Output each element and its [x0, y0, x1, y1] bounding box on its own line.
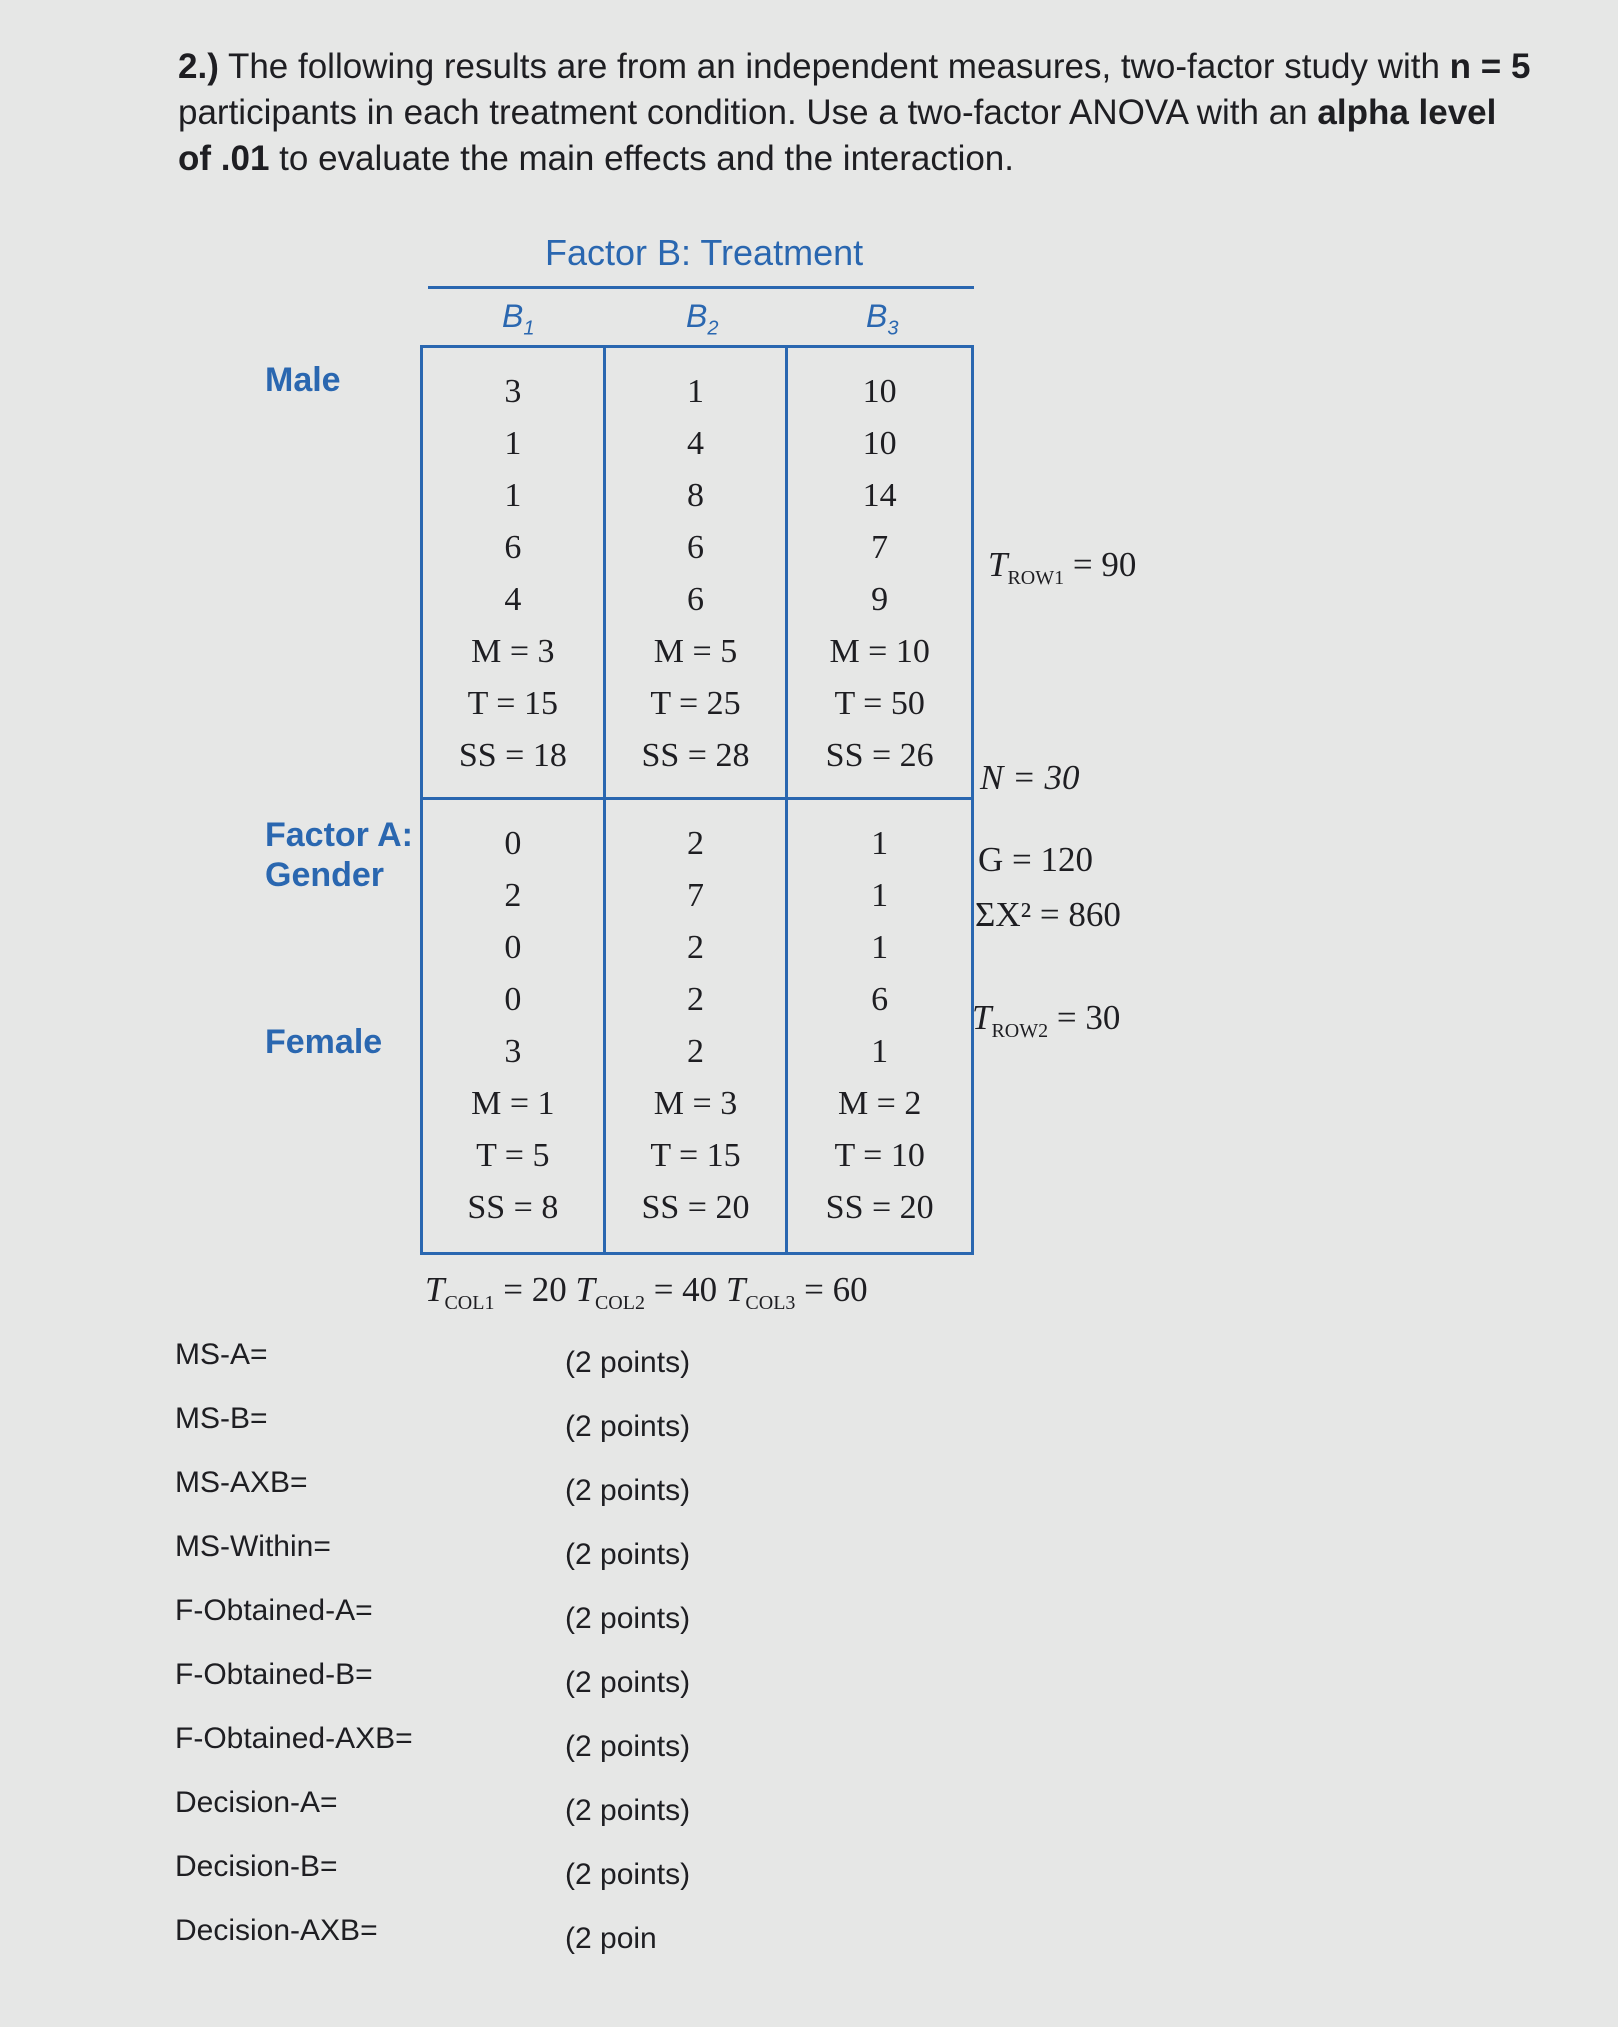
score-value: 1 — [871, 825, 889, 862]
score-value: 3 — [504, 1033, 522, 1070]
answer-points: (2 points) — [565, 1794, 691, 1827]
answer-row — [175, 1658, 775, 1698]
answer-points: (2 points) — [565, 1666, 691, 1699]
factor-b-title: Factor B: Treatment — [545, 232, 864, 273]
cell-stat-m: M = 5 — [653, 633, 738, 670]
table-cell — [788, 348, 971, 800]
cell-stat-m: M = 3 — [471, 633, 555, 670]
answer-row — [175, 1530, 775, 1570]
score-value: 7 — [686, 877, 704, 914]
answer-label: MS-Within= — [175, 1530, 331, 1563]
answer-row — [175, 1850, 775, 1890]
score-value: 1 — [504, 477, 522, 514]
answer-row — [175, 1914, 775, 1954]
cell-stat-t: T = 5 — [476, 1137, 550, 1174]
col2-total: $T_{COL2} = 40$ — [575, 1270, 718, 1314]
n-value: n = 5 — [1449, 47, 1531, 86]
cell-stat-t: T = 15 — [650, 1137, 741, 1174]
question-part2: participants in each treatment condition. Use a two-factor ANOVA with an — [178, 93, 1308, 132]
grand-total: G = 120 — [978, 840, 1094, 879]
score-value: 4 — [504, 581, 522, 618]
answer-label: MS-B= — [175, 1402, 268, 1435]
column-totals — [425, 1270, 868, 1315]
sum-x-squared: ΣX² = 860 — [975, 895, 1121, 934]
alpha-label: alpha level of — [178, 93, 1497, 178]
col-head-b1: $B_1$ — [502, 298, 535, 340]
answer-points: (2 poin — [565, 1922, 657, 1955]
answer-points: (2 points) — [565, 1858, 691, 1891]
table-cell — [423, 800, 606, 1252]
score-value: 1 — [871, 877, 889, 914]
score-value: 6 — [686, 529, 704, 566]
col-head-b3: $B_3$ — [866, 298, 899, 340]
answer-points: (2 points) — [565, 1602, 691, 1635]
answer-label: F-Obtained-A= — [175, 1594, 373, 1627]
alpha-value: .01 — [220, 139, 270, 178]
answer-label: Decision-B= — [175, 1850, 338, 1883]
score-value: 8 — [686, 477, 704, 514]
answer-row — [175, 1338, 775, 1378]
score-value: 2 — [504, 877, 522, 914]
score-value: 0 — [504, 981, 522, 1018]
score-value: 1 — [504, 425, 522, 462]
score-value: 4 — [686, 425, 704, 462]
question-part1: The following results are from an independent measures, two-factor study with — [227, 47, 1440, 86]
table-cell — [606, 348, 789, 800]
answer-points: (2 points) — [565, 1538, 691, 1571]
answer-points: (2 points) — [565, 1410, 691, 1443]
row2-total: $T_{ROW2} = 30$ — [972, 998, 1121, 1042]
col-head-b2: $B_2$ — [686, 298, 719, 340]
score-value: 2 — [686, 825, 704, 862]
answer-points: (2 points) — [565, 1730, 691, 1763]
score-value: 2 — [686, 929, 704, 966]
table-cell — [606, 800, 789, 1252]
data-table — [420, 345, 974, 1255]
answer-points: (2 points) — [565, 1346, 691, 1379]
answer-label: F-Obtained-AXB= — [175, 1722, 413, 1755]
cell-stat-t: T = 15 — [467, 685, 558, 722]
col1-total: $T_{COL1} = 20$ — [425, 1270, 567, 1314]
answer-row — [175, 1594, 775, 1634]
table-cell — [423, 348, 606, 800]
score-value: 6 — [871, 981, 889, 1018]
score-value: 7 — [871, 529, 889, 566]
factor-b-underline — [428, 286, 974, 289]
score-value: 2 — [686, 1033, 704, 1070]
answer-row — [175, 1466, 775, 1506]
cell-stat-m: M = 10 — [829, 633, 930, 670]
cell-stat-t: T = 10 — [834, 1137, 925, 1174]
answer-label: MS-AXB= — [175, 1466, 308, 1499]
score-value: 10 — [862, 425, 897, 462]
score-value: 1 — [871, 1033, 889, 1070]
score-value: 0 — [504, 929, 522, 966]
answer-label: MS-A= — [175, 1338, 268, 1371]
question-text — [178, 44, 1538, 182]
score-value: 6 — [686, 581, 704, 618]
cell-stat-ss: SS = 20 — [641, 1189, 750, 1226]
score-value: 9 — [871, 581, 889, 618]
score-value: 10 — [862, 373, 897, 410]
cell-stat-ss: SS = 18 — [458, 737, 567, 774]
cell-stat-ss: SS = 8 — [467, 1189, 559, 1226]
score-value: 6 — [504, 529, 522, 566]
answer-points: (2 points) — [565, 1474, 691, 1507]
row1-total: $T_{ROW1} = 90$ — [988, 545, 1137, 589]
col3-total: $T_{COL3} = 60$ — [725, 1270, 868, 1314]
score-value: 1 — [871, 929, 889, 966]
row-label-female: Female — [265, 1023, 383, 1061]
factor-a-label: Factor A: Gender — [265, 816, 413, 894]
answer-row — [175, 1786, 775, 1826]
n-total: N = 30 — [980, 758, 1080, 797]
cell-stat-m: M = 3 — [653, 1085, 738, 1122]
cell-stat-ss: SS = 26 — [825, 737, 934, 774]
question-part3: to evaluate the main effects and the interaction. — [279, 139, 1015, 178]
answer-label: Decision-A= — [175, 1786, 338, 1819]
cell-stat-ss: SS = 20 — [825, 1189, 934, 1226]
cell-stat-t: T = 25 — [650, 685, 741, 722]
question-number: 2.) — [178, 47, 219, 86]
answer-label: F-Obtained-B= — [175, 1658, 373, 1691]
answer-row — [175, 1722, 775, 1762]
cell-stat-m: M = 2 — [837, 1085, 922, 1122]
score-value: 14 — [862, 477, 897, 514]
score-value: 0 — [504, 825, 522, 862]
cell-stat-ss: SS = 28 — [641, 737, 750, 774]
cell-stat-t: T = 50 — [834, 685, 925, 722]
cell-stat-m: M = 1 — [471, 1085, 555, 1122]
row-label-male: Male — [265, 361, 341, 399]
answer-row — [175, 1402, 775, 1442]
table-cell — [788, 800, 971, 1252]
score-value: 2 — [686, 981, 704, 1018]
score-value: 1 — [686, 373, 704, 410]
answer-label: Decision-AXB= — [175, 1914, 378, 1947]
score-value: 3 — [504, 373, 522, 410]
